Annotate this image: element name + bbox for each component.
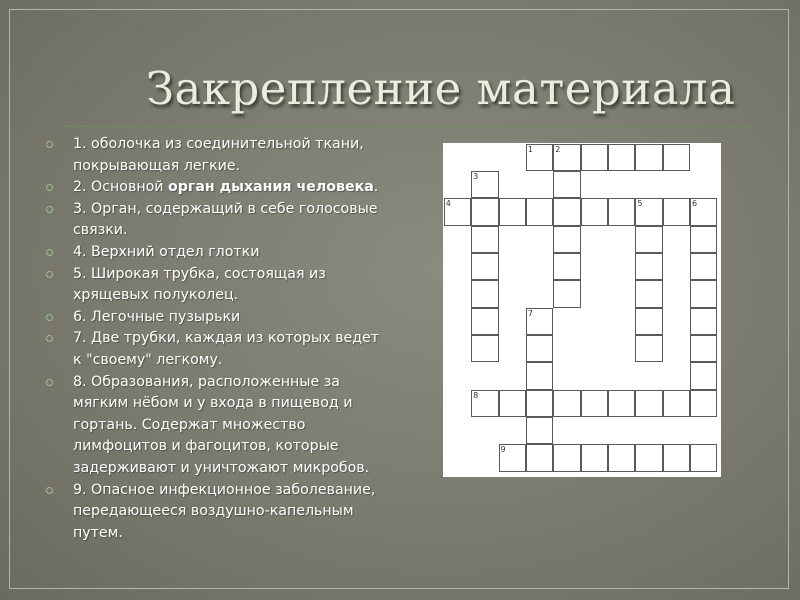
clue-text: 6. Легочные пузырьки [73,308,241,325]
clue-text: . [373,179,379,196]
cell-number: 8 [473,390,479,400]
crossword-cell[interactable] [471,335,498,362]
clue-item [46,307,391,329]
cell-number: 1 [527,144,533,154]
crossword-cell[interactable] [553,280,580,307]
crossword-cell[interactable] [608,144,635,171]
clue-item [46,372,391,480]
crossword-cell[interactable] [526,390,553,417]
crossword-cell[interactable] [526,144,553,171]
crossword-cell[interactable] [663,390,690,417]
crossword-cell[interactable] [553,253,580,280]
crossword-cell[interactable] [526,335,553,362]
crossword-cell[interactable] [581,444,608,471]
clue-text: 8. Образования, расположенные за мягким нёбом и у входа в пищевод и гортань. Содержат множество лимфоцитов и фагоцитов, которые задерживают и уничтожают микробов. [73,373,370,476]
cell-number: 4 [445,199,451,209]
clue-item [46,177,391,199]
crossword-cell[interactable] [635,198,662,225]
title-divider [64,126,752,127]
crossword-cell[interactable] [635,390,662,417]
crossword-cell[interactable] [690,198,717,225]
crossword-cell[interactable] [635,335,662,362]
bullet-icon [46,379,53,386]
crossword-cell[interactable] [635,253,662,280]
bullet-icon [46,141,53,148]
crossword-cell[interactable] [553,444,580,471]
crossword-cell[interactable] [553,171,580,198]
crossword-cell[interactable] [690,280,717,307]
crossword-cell[interactable] [608,444,635,471]
crossword-cell[interactable] [471,226,498,253]
crossword-cell[interactable] [444,198,471,225]
clue-item [46,480,391,545]
crossword-cell[interactable] [553,198,580,225]
crossword-grid [443,143,721,477]
crossword-cell[interactable] [663,144,690,171]
bullet-icon [46,271,53,278]
clue-item [46,134,391,177]
crossword-cell[interactable] [663,198,690,225]
crossword-cell[interactable] [690,226,717,253]
crossword-cell[interactable] [608,198,635,225]
questions-list [46,134,391,544]
cell-number: 9 [500,445,506,455]
crossword-cell[interactable] [471,280,498,307]
crossword-cell[interactable] [635,280,662,307]
crossword-cell[interactable] [471,308,498,335]
crossword-cell[interactable] [608,390,635,417]
clue-text: 7. Две трубки, каждая из которых ведет к "своему" легкому. [73,330,380,368]
crossword-cell[interactable] [526,444,553,471]
clue-item [46,328,391,371]
bullet-icon [46,249,53,256]
cell-number: 3 [473,171,479,181]
clue-text: 9. Опасное инфекционное заболевание, передающееся воздушно-капельным путем. [73,481,376,541]
crossword-cell[interactable] [471,171,498,198]
crossword-cell[interactable] [663,444,690,471]
crossword-cell[interactable] [471,253,498,280]
crossword-cell[interactable] [499,390,526,417]
crossword-cell[interactable] [526,362,553,389]
crossword-cell[interactable] [526,198,553,225]
clue-text: 4. Верхний отдел глотки [73,243,260,260]
clue-item [46,242,391,264]
crossword-cell[interactable] [581,144,608,171]
crossword-cell[interactable] [581,390,608,417]
clue-text: 1. оболочка из соединительной ткани, покрывающая легкие. [73,136,364,174]
crossword-cell[interactable] [690,253,717,280]
bullet-icon [46,184,53,191]
crossword-cell[interactable] [526,308,553,335]
bullet-icon [46,206,53,213]
crossword-cell[interactable] [690,335,717,362]
clue-item [46,199,391,242]
crossword-cell[interactable] [526,417,553,444]
bullet-icon [46,487,53,494]
bullet-icon [46,335,53,342]
crossword-cell[interactable] [499,444,526,471]
crossword-cell[interactable] [471,390,498,417]
crossword-cell[interactable] [690,362,717,389]
bullet-icon [46,314,53,321]
crossword-cell[interactable] [690,444,717,471]
crossword-cell[interactable] [581,198,608,225]
crossword-cell[interactable] [553,226,580,253]
clue-text-bold: орган дыхания человека [168,179,374,196]
clue-item [46,264,391,307]
cell-number: 7 [527,308,533,318]
crossword-cell[interactable] [635,308,662,335]
clue-text: 3. Орган, содержащий в себе голосовые связки. [73,200,378,239]
clue-text: 5. Широкая трубка, состоящая из хрящевых полуколец. [73,265,326,304]
cell-number: 2 [555,144,561,154]
crossword-cell[interactable] [690,390,717,417]
clue-text: 2. Основной [73,179,169,196]
crossword-cell[interactable] [553,144,580,171]
crossword-cell[interactable] [635,144,662,171]
crossword-cell[interactable] [471,198,498,225]
crossword-cell[interactable] [499,198,526,225]
cell-number: 6 [692,199,698,209]
slide-title: Закрепление материала [146,62,736,115]
cell-number: 5 [637,199,643,209]
crossword-cell[interactable] [635,444,662,471]
crossword-cell[interactable] [635,226,662,253]
crossword-cell[interactable] [553,390,580,417]
crossword-cell[interactable] [690,308,717,335]
